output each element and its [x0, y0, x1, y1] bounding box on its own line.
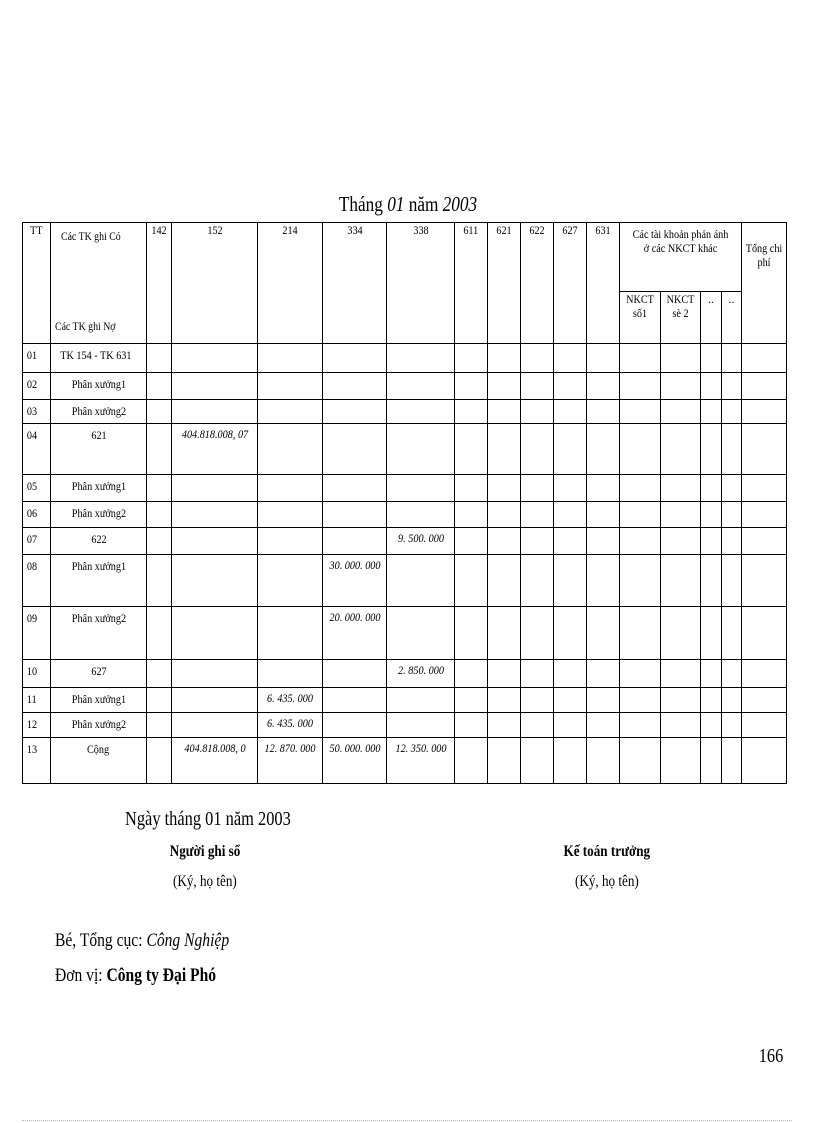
cell-214	[258, 475, 323, 502]
title-month: 01	[387, 192, 405, 216]
cell-334	[323, 344, 387, 373]
cell-empty	[722, 555, 742, 607]
row-account-name: Phân xưởng2	[51, 713, 147, 738]
cell-empty	[587, 660, 620, 688]
row-account-name: Phân xưởng1	[51, 373, 147, 400]
cell-empty	[722, 475, 742, 502]
cell-empty	[455, 424, 488, 475]
cell-152	[172, 344, 258, 373]
cell-334	[323, 502, 387, 528]
title-mid: năm	[404, 192, 443, 216]
cell-empty	[488, 688, 521, 713]
cell-empty	[722, 688, 742, 713]
cell-empty	[620, 502, 661, 528]
cell-empty	[620, 660, 661, 688]
signer-right-sub: (Ký, họ tên)	[575, 873, 639, 890]
cell-338	[387, 373, 455, 400]
cell-338	[387, 400, 455, 424]
cell-338: 2. 850. 000	[387, 660, 455, 688]
cell-338	[387, 555, 455, 607]
table-row	[23, 660, 787, 688]
table-row	[23, 688, 787, 713]
cell-empty	[722, 528, 742, 555]
table-row	[23, 502, 787, 528]
cell-empty	[521, 424, 554, 475]
row-account-name: Phân xưởng2	[51, 502, 147, 528]
row-tt: 11	[23, 688, 51, 713]
cell-214	[258, 607, 323, 660]
cell-empty	[554, 373, 587, 400]
row-account-name: Phân xưởng1	[51, 475, 147, 502]
cell-empty	[455, 373, 488, 400]
cell-empty	[554, 475, 587, 502]
sub-header-dots1: ..	[701, 291, 722, 343]
cell-empty	[455, 528, 488, 555]
cell-empty	[521, 738, 554, 784]
signer-right-title: Kế toán trưởng	[563, 843, 651, 860]
cell-empty	[488, 713, 521, 738]
cell-empty	[521, 607, 554, 660]
row-account-name: 622	[51, 528, 147, 555]
cell-empty	[554, 713, 587, 738]
cell-338: 12. 350. 000	[387, 738, 455, 784]
cell-empty	[620, 400, 661, 424]
table-row	[23, 528, 787, 555]
cell-152	[172, 660, 258, 688]
cell-empty	[742, 713, 787, 738]
cell-empty	[701, 688, 722, 713]
cell-empty	[661, 713, 701, 738]
cell-empty	[701, 502, 722, 528]
cell-empty	[661, 475, 701, 502]
cell-152	[172, 607, 258, 660]
cell-empty	[488, 528, 521, 555]
row-tt: 03	[23, 400, 51, 424]
cell-338	[387, 688, 455, 713]
corner-top-label: Các TK ghi Có	[61, 229, 121, 243]
cell-142	[147, 660, 172, 688]
cell-empty	[701, 555, 722, 607]
signer-left-sub: (Ký, họ tên)	[173, 873, 237, 890]
table-row	[23, 373, 787, 400]
cell-empty	[455, 713, 488, 738]
cell-empty	[701, 713, 722, 738]
cell-152	[172, 502, 258, 528]
cell-empty	[455, 400, 488, 424]
cell-152	[172, 400, 258, 424]
sub-header-nkct1: NKCT số1	[620, 291, 661, 343]
cell-empty	[742, 475, 787, 502]
cell-empty	[742, 555, 787, 607]
cell-152	[172, 555, 258, 607]
cell-empty	[587, 373, 620, 400]
cell-empty	[587, 607, 620, 660]
cell-142	[147, 344, 172, 373]
cell-empty	[701, 660, 722, 688]
row-account-name: Cộng	[51, 738, 147, 784]
cell-334	[323, 475, 387, 502]
col-header-142: 142	[147, 223, 172, 344]
cell-empty	[701, 373, 722, 400]
col-header-tt: TT	[23, 223, 51, 344]
cell-empty	[488, 400, 521, 424]
cell-empty	[488, 738, 521, 784]
col-header-334: 334	[323, 223, 387, 344]
row-account-name: TK 154 - TK 631	[51, 344, 147, 373]
cell-empty	[587, 424, 620, 475]
cell-338	[387, 713, 455, 738]
cell-334	[323, 528, 387, 555]
cell-empty	[722, 344, 742, 373]
cell-empty	[554, 607, 587, 660]
cell-empty	[742, 344, 787, 373]
cell-152: 404.818.008, 0	[172, 738, 258, 784]
cell-empty	[587, 738, 620, 784]
cell-empty	[554, 528, 587, 555]
cell-142	[147, 373, 172, 400]
cell-empty	[722, 373, 742, 400]
title-year: 2003	[442, 192, 478, 216]
cell-empty	[742, 607, 787, 660]
sub-header-dots2: ..	[722, 291, 742, 343]
cell-empty	[455, 344, 488, 373]
cell-338	[387, 475, 455, 502]
row-tt: 09	[23, 607, 51, 660]
cell-empty	[722, 713, 742, 738]
cell-152	[172, 713, 258, 738]
table-row	[23, 713, 787, 738]
table-row	[23, 344, 787, 373]
cell-empty	[521, 713, 554, 738]
row-tt: 12	[23, 713, 51, 738]
col-header-621: 621	[488, 223, 521, 344]
cell-empty	[620, 738, 661, 784]
cell-empty	[587, 555, 620, 607]
cell-338	[387, 502, 455, 528]
cell-empty	[742, 738, 787, 784]
cell-empty	[554, 424, 587, 475]
cell-empty	[742, 660, 787, 688]
cell-214	[258, 400, 323, 424]
cell-214: 6. 435. 000	[258, 713, 323, 738]
cell-142	[147, 738, 172, 784]
cell-empty	[488, 475, 521, 502]
cell-152	[172, 475, 258, 502]
cell-empty	[620, 688, 661, 713]
cell-empty	[521, 660, 554, 688]
row-tt: 04	[23, 424, 51, 475]
row-account-name: 621	[51, 424, 147, 475]
ministry-line: Bé, Tổng cục: Công Nghiệp	[55, 930, 230, 951]
ledger-table	[22, 222, 787, 784]
cell-empty	[620, 713, 661, 738]
cell-empty	[521, 528, 554, 555]
cell-334	[323, 713, 387, 738]
cell-214	[258, 424, 323, 475]
row-tt: 01	[23, 344, 51, 373]
cell-empty	[455, 555, 488, 607]
cell-empty	[661, 607, 701, 660]
cell-empty	[661, 738, 701, 784]
cell-334	[323, 688, 387, 713]
cell-334	[323, 373, 387, 400]
cell-334: 50. 000. 000	[323, 738, 387, 784]
cell-empty	[587, 400, 620, 424]
cell-empty	[620, 475, 661, 502]
cell-empty	[554, 502, 587, 528]
cell-214	[258, 555, 323, 607]
col-header-total: Tổng chi phí	[742, 223, 787, 344]
cell-empty	[587, 475, 620, 502]
sub-header-nkct2: NKCT sè 2	[661, 291, 701, 343]
corner-header	[51, 223, 147, 344]
cell-empty	[661, 555, 701, 607]
table-row	[23, 424, 787, 475]
cell-152: 404.818.008, 07	[172, 424, 258, 475]
cell-empty	[521, 400, 554, 424]
col-header-152: 152	[172, 223, 258, 344]
cell-empty	[488, 660, 521, 688]
cell-empty	[521, 502, 554, 528]
cell-empty	[488, 555, 521, 607]
cell-empty	[701, 528, 722, 555]
cell-empty	[554, 738, 587, 784]
cell-empty	[521, 475, 554, 502]
cell-empty	[701, 607, 722, 660]
cell-334: 20. 000. 000	[323, 607, 387, 660]
cell-338	[387, 424, 455, 475]
cell-empty	[742, 373, 787, 400]
cell-empty	[701, 738, 722, 784]
cell-142	[147, 528, 172, 555]
cell-empty	[488, 502, 521, 528]
cell-empty	[661, 528, 701, 555]
table-row	[23, 475, 787, 502]
table-row	[23, 555, 787, 607]
cell-empty	[521, 373, 554, 400]
row-account-name: Phân xưởng2	[51, 400, 147, 424]
title-prefix: Tháng	[338, 192, 388, 216]
cell-214	[258, 373, 323, 400]
cell-empty	[455, 738, 488, 784]
cell-empty	[742, 424, 787, 475]
cell-empty	[722, 502, 742, 528]
cell-142	[147, 502, 172, 528]
bottom-divider	[22, 1120, 792, 1121]
cell-338: 9. 500. 000	[387, 528, 455, 555]
cell-214	[258, 502, 323, 528]
cell-empty	[587, 713, 620, 738]
signer-left-title: Người ghi sổ	[169, 843, 241, 860]
cell-empty	[488, 424, 521, 475]
row-tt: 06	[23, 502, 51, 528]
cell-214	[258, 528, 323, 555]
col-header-631: 631	[587, 223, 620, 344]
cell-empty	[587, 688, 620, 713]
cell-empty	[742, 528, 787, 555]
table-row	[23, 738, 787, 784]
cell-empty	[521, 555, 554, 607]
cell-empty	[620, 344, 661, 373]
cell-empty	[722, 424, 742, 475]
cell-empty	[742, 400, 787, 424]
cell-142	[147, 713, 172, 738]
row-tt: 13	[23, 738, 51, 784]
cell-empty	[587, 528, 620, 555]
cell-334	[323, 660, 387, 688]
cell-empty	[488, 373, 521, 400]
row-account-name: 627	[51, 660, 147, 688]
cell-214: 6. 435. 000	[258, 688, 323, 713]
unit-line: Đơn vị: Công ty Đại Phó	[55, 965, 217, 986]
row-tt: 08	[23, 555, 51, 607]
col-header-622: 622	[521, 223, 554, 344]
cell-empty	[701, 344, 722, 373]
cell-142	[147, 688, 172, 713]
cell-empty	[620, 555, 661, 607]
page-number: 166	[758, 1045, 784, 1067]
cell-142	[147, 555, 172, 607]
row-account-name: Phân xưởng1	[51, 688, 147, 713]
col-header-627: 627	[554, 223, 587, 344]
row-tt: 07	[23, 528, 51, 555]
corner-bottom-label: Các TK ghi Nợ	[55, 319, 116, 333]
cell-empty	[661, 400, 701, 424]
row-tt: 02	[23, 373, 51, 400]
col-header-611: 611	[455, 223, 488, 344]
cell-empty	[742, 688, 787, 713]
cell-empty	[455, 607, 488, 660]
cell-empty	[488, 607, 521, 660]
cell-empty	[620, 373, 661, 400]
cell-empty	[722, 400, 742, 424]
cell-empty	[587, 502, 620, 528]
cell-214	[258, 344, 323, 373]
group-header-nkct: Các tài khoản phản ánh ở các NKCT khác	[620, 223, 742, 292]
cell-empty	[455, 688, 488, 713]
cell-empty	[722, 660, 742, 688]
cell-142	[147, 400, 172, 424]
row-tt: 05	[23, 475, 51, 502]
cell-empty	[661, 502, 701, 528]
cell-142	[147, 424, 172, 475]
cell-empty	[661, 373, 701, 400]
cell-142	[147, 475, 172, 502]
row-account-name: Phân xưởng1	[51, 555, 147, 607]
footer-date: Ngày tháng 01 năm 2003	[125, 808, 291, 830]
cell-338	[387, 607, 455, 660]
cell-empty	[521, 344, 554, 373]
cell-empty	[554, 660, 587, 688]
cell-142	[147, 607, 172, 660]
page-title	[73, 192, 742, 217]
cell-empty	[587, 344, 620, 373]
row-tt: 10	[23, 660, 51, 688]
cell-empty	[661, 344, 701, 373]
cell-152	[172, 688, 258, 713]
cell-empty	[661, 424, 701, 475]
table-row	[23, 607, 787, 660]
cell-334: 30. 000. 000	[323, 555, 387, 607]
cell-empty	[488, 344, 521, 373]
cell-152	[172, 373, 258, 400]
cell-empty	[554, 344, 587, 373]
cell-empty	[554, 555, 587, 607]
cell-empty	[701, 475, 722, 502]
cell-empty	[554, 688, 587, 713]
cell-empty	[521, 688, 554, 713]
cell-empty	[722, 607, 742, 660]
cell-empty	[554, 400, 587, 424]
cell-empty	[661, 688, 701, 713]
cell-empty	[455, 475, 488, 502]
col-header-338: 338	[387, 223, 455, 344]
cell-empty	[722, 738, 742, 784]
cell-338	[387, 344, 455, 373]
cell-empty	[620, 607, 661, 660]
col-header-214: 214	[258, 223, 323, 344]
row-account-name: Phân xưởng2	[51, 607, 147, 660]
cell-empty	[661, 660, 701, 688]
cell-empty	[701, 400, 722, 424]
table-row	[23, 400, 787, 424]
cell-empty	[701, 424, 722, 475]
cell-empty	[455, 502, 488, 528]
cell-empty	[620, 528, 661, 555]
cell-334	[323, 424, 387, 475]
cell-152	[172, 528, 258, 555]
cell-empty	[620, 424, 661, 475]
cell-334	[323, 400, 387, 424]
cell-empty	[742, 502, 787, 528]
cell-214	[258, 660, 323, 688]
cell-empty	[455, 660, 488, 688]
cell-214: 12. 870. 000	[258, 738, 323, 784]
